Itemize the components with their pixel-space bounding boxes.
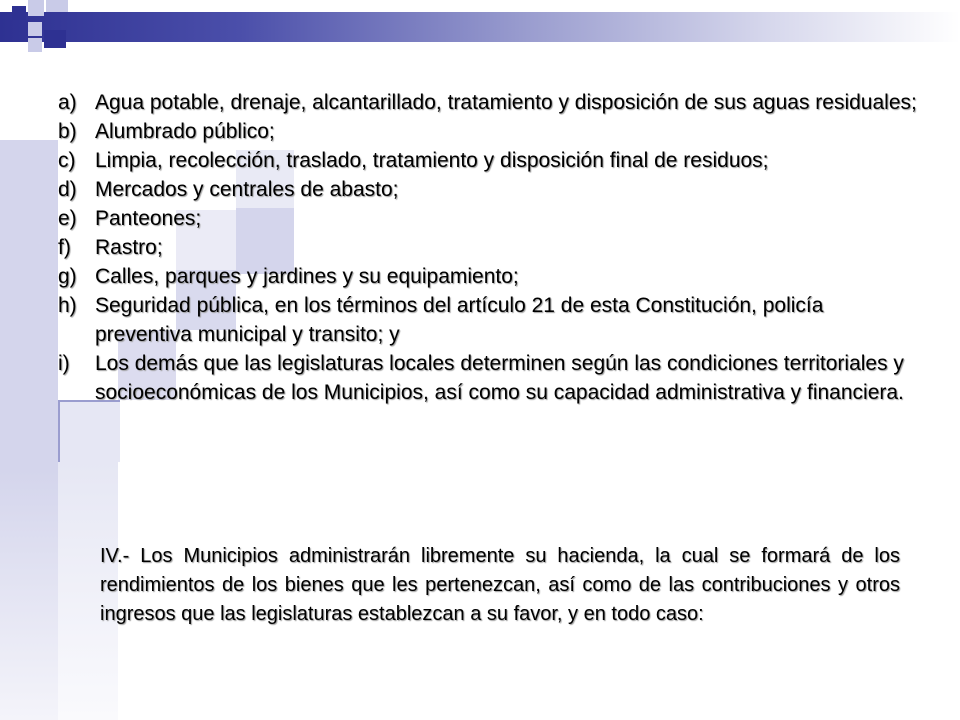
decor-step <box>0 140 58 470</box>
list-item <box>58 146 918 175</box>
list-item <box>58 291 918 349</box>
item-label: f) <box>58 236 71 259</box>
list-item <box>58 117 918 146</box>
list-item <box>58 349 918 407</box>
item-label: g) <box>58 265 77 288</box>
decor-square <box>44 30 66 48</box>
decor-step <box>0 470 58 720</box>
item-label: b) <box>58 120 77 143</box>
item-text: Los demás que las legislaturas locales determinen según las condiciones territoriales y socioeconómicas de los Municipios, así como su capacidad administrativa y financiera. <box>95 352 904 404</box>
decor-step <box>58 400 120 462</box>
item-label: i) <box>58 352 70 375</box>
item-text: Seguridad pública, en los términos del artículo 21 de esta Constitución, policía preventiva municipal y transito; y <box>95 294 824 346</box>
decor-square <box>46 0 68 12</box>
list-item <box>58 88 918 117</box>
item-text: Rastro; <box>95 236 163 259</box>
decor-square <box>12 6 26 20</box>
item-text: Agua potable, drenaje, alcantarillado, tratamiento y disposición de sus aguas residuales; <box>95 91 917 114</box>
list-item <box>58 262 918 291</box>
decor-square <box>28 0 44 16</box>
list-item <box>58 175 918 204</box>
list-item <box>58 204 918 233</box>
item-text: Calles, parques y jardines y su equipamiento; <box>95 265 519 288</box>
item-text: Limpia, recolección, traslado, tratamiento y disposición final de residuos; <box>95 149 769 172</box>
decor-square <box>28 38 42 52</box>
item-label: e) <box>58 207 77 230</box>
header-gradient-bar <box>0 12 960 42</box>
decor-square <box>28 22 42 36</box>
item-label: c) <box>58 149 76 172</box>
section-iv-paragraph: IV.- Los Municipios administrarán libremente su hacienda, la cual se formará de los rendimientos de los bienes que les pertenezcan, así como de las contribuciones y otros ingresos que las legislaturas establezcan a su favor, y en todo caso: <box>100 545 900 625</box>
item-label: a) <box>58 91 77 114</box>
item-text: Panteones; <box>95 207 202 230</box>
item-label: h) <box>58 294 77 317</box>
municipal-services-list <box>58 88 918 407</box>
item-text: Alumbrado público; <box>95 120 275 143</box>
item-label: d) <box>58 178 77 201</box>
item-text: Mercados y centrales de abasto; <box>95 178 399 201</box>
list-item <box>58 233 918 262</box>
